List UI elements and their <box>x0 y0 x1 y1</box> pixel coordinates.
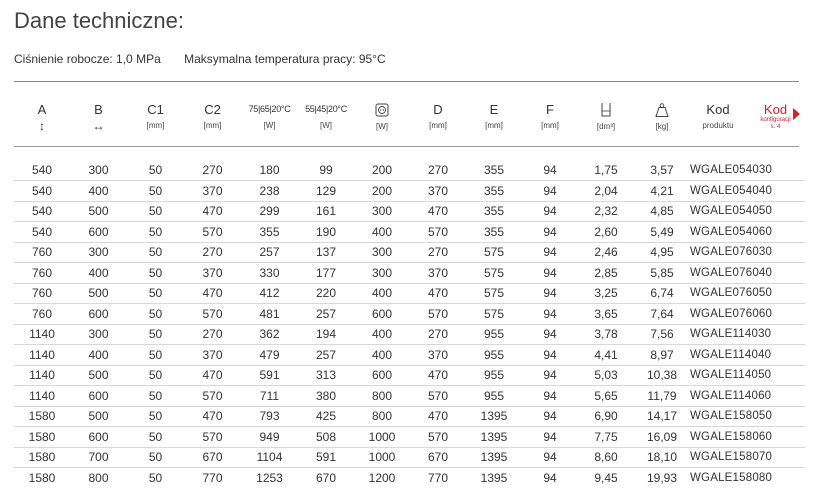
table-cell: 500 <box>70 283 127 304</box>
table-cell: 800 <box>88 471 109 485</box>
table-cell: WGALE076050 <box>690 283 746 304</box>
table-cell: 400 <box>354 345 410 366</box>
table-cell: 50 <box>127 345 184 366</box>
table-cell: 500 <box>70 365 127 386</box>
table-cell: 600 <box>354 304 410 325</box>
table-cell: 570 <box>410 304 466 325</box>
table-cell: 11,79 <box>634 386 690 407</box>
table-cell: 9,45 <box>594 471 618 485</box>
table-cell: 470 <box>410 406 466 427</box>
table-cell: 194 <box>298 324 354 345</box>
table-cell: 575 <box>466 242 522 263</box>
table-cell: 570 <box>410 386 466 407</box>
beaker-icon <box>598 102 614 118</box>
table-cell: 570 <box>184 427 241 448</box>
table-cell: 4,85 <box>634 201 690 222</box>
col-header-d: D [mm] <box>429 102 447 130</box>
max-temperature: Maksymalna temperatura pracy: 95°C <box>184 52 386 66</box>
table-cell: 670 <box>315 471 337 485</box>
table-cell: 470 <box>184 283 241 304</box>
table-cell: 50 <box>127 201 184 222</box>
table-cell: 355 <box>466 160 522 181</box>
table-cell: 760 <box>14 263 70 284</box>
table-cell: 300 <box>354 201 410 222</box>
vertical-arrow-icon: ↕ <box>39 119 45 133</box>
table-cell: 190 <box>298 222 354 243</box>
technical-data-table <box>14 96 805 488</box>
table-cell: 50 <box>127 324 184 345</box>
table-cell: 362 <box>241 324 298 345</box>
table-cell: 161 <box>298 201 354 222</box>
col-header-power-55: 55|45|20°C [W] <box>305 104 347 130</box>
table-cell: 238 <box>241 181 298 202</box>
table-cell: 1580 <box>28 471 56 485</box>
table-cell: 7,56 <box>634 324 690 345</box>
table-cell: WGALE158060 <box>690 427 746 448</box>
header-spacer <box>14 146 805 160</box>
table-cell: 793 <box>241 406 298 427</box>
table-cell: 670 <box>184 447 241 468</box>
table-row <box>14 406 805 427</box>
table-cell: 508 <box>298 427 354 448</box>
table-cell: 1140 <box>14 365 70 386</box>
table-cell: 481 <box>241 304 298 325</box>
table-cell: 94 <box>522 304 578 325</box>
table-cell: 2,46 <box>578 242 634 263</box>
table-cell: 1395 <box>466 447 522 468</box>
table-cell: 711 <box>241 386 298 407</box>
table-cell: 94 <box>522 283 578 304</box>
table-cell: 470 <box>410 365 466 386</box>
table-cell: 955 <box>466 365 522 386</box>
table-cell: 3,57 <box>634 160 690 181</box>
table-cell: 129 <box>298 181 354 202</box>
table-cell: 400 <box>70 263 127 284</box>
table-cell: 575 <box>466 283 522 304</box>
table-cell: 50 <box>127 406 184 427</box>
table-cell: 137 <box>298 242 354 263</box>
table-cell: 94 <box>522 345 578 366</box>
table-cell: 540 <box>14 201 70 222</box>
table-cell: 300 <box>354 263 410 284</box>
col-header-heater: [W] <box>354 96 410 146</box>
table-row <box>14 468 805 489</box>
table-cell: 299 <box>241 201 298 222</box>
table-cell: 800 <box>354 406 410 427</box>
table-cell: 300 <box>354 242 410 263</box>
table-row <box>14 201 805 222</box>
table-cell: 1395 <box>480 471 508 485</box>
table-row <box>14 160 805 181</box>
table-cell: 355 <box>466 181 522 202</box>
table-cell: 570 <box>184 304 241 325</box>
table-row <box>14 304 805 325</box>
table-cell: WGALE114050 <box>690 365 746 386</box>
table-cell: WGALE054030 <box>690 160 746 181</box>
table-cell: 5,49 <box>634 222 690 243</box>
table-cell: 18,10 <box>634 447 690 468</box>
col-header-c2: C2 [mm] <box>203 102 222 130</box>
table-cell: 50 <box>127 242 184 263</box>
table-cell: 94 <box>522 201 578 222</box>
table-cell: 1000 <box>354 427 410 448</box>
table-cell: 400 <box>354 222 410 243</box>
col-header-weight: [kg] <box>634 96 690 146</box>
weight-icon <box>654 102 670 118</box>
table-cell: 8,60 <box>578 447 634 468</box>
table-cell: 355 <box>241 222 298 243</box>
table-cell: 500 <box>70 406 127 427</box>
table-cell: 470 <box>410 283 466 304</box>
table-cell: 177 <box>298 263 354 284</box>
table-row <box>14 263 805 284</box>
table-cell: 470 <box>184 365 241 386</box>
table-cell: WGALE158080 <box>690 472 773 484</box>
table-cell: 412 <box>241 283 298 304</box>
col-header-c1: C1 [mm] <box>146 102 165 130</box>
table-cell: 1140 <box>14 324 70 345</box>
table-cell: 949 <box>241 427 298 448</box>
table-row <box>14 345 805 366</box>
table-cell: WGALE076060 <box>690 304 746 325</box>
table-cell: 575 <box>466 304 522 325</box>
table-cell: 270 <box>184 160 241 181</box>
table-cell: 400 <box>70 181 127 202</box>
table-cell: 1580 <box>14 447 70 468</box>
table-cell: WGALE158050 <box>690 406 746 427</box>
table-cell: 425 <box>298 406 354 427</box>
table-cell: 370 <box>184 263 241 284</box>
horizontal-arrow-icon: ↔ <box>92 119 105 133</box>
table-row <box>14 283 805 304</box>
table-cell: 270 <box>410 324 466 345</box>
table-row <box>14 222 805 243</box>
table-row <box>14 181 805 202</box>
table-cell: WGALE054050 <box>690 201 746 222</box>
table-cell: 370 <box>410 181 466 202</box>
table-cell: 1395 <box>466 427 522 448</box>
col-header-config-code: Kod konfiguracji s. 4 <box>760 102 791 130</box>
table-cell: 50 <box>127 181 184 202</box>
table-cell: 470 <box>184 201 241 222</box>
table-cell: 955 <box>466 324 522 345</box>
table-cell: 1395 <box>466 406 522 427</box>
table-cell: 370 <box>184 181 241 202</box>
table-cell: 257 <box>241 242 298 263</box>
table-cell: 700 <box>70 447 127 468</box>
table-cell: 600 <box>70 386 127 407</box>
table-row <box>14 427 805 448</box>
table-cell: 3,78 <box>578 324 634 345</box>
table-cell: 330 <box>241 263 298 284</box>
table-cell: 1580 <box>14 427 70 448</box>
table-cell: 670 <box>410 447 466 468</box>
table-cell: 94 <box>522 365 578 386</box>
table-cell: 94 <box>522 222 578 243</box>
table-row <box>14 324 805 345</box>
table-cell: 50 <box>127 386 184 407</box>
table-cell: 94 <box>522 242 578 263</box>
table-cell: 570 <box>184 222 241 243</box>
page-title: Dane techniczne: <box>14 8 184 33</box>
table-cell: 600 <box>70 222 127 243</box>
table-cell: 220 <box>298 283 354 304</box>
table-cell: 400 <box>354 324 410 345</box>
table-cell: 99 <box>298 160 354 181</box>
table-cell: 50 <box>127 222 184 243</box>
table-cell: 600 <box>70 427 127 448</box>
table-cell: 380 <box>298 386 354 407</box>
table-cell: 50 <box>127 160 184 181</box>
table-cell: 4,41 <box>578 345 634 366</box>
table-cell: 16,09 <box>634 427 690 448</box>
table-cell: 1140 <box>14 345 70 366</box>
table-cell: 770 <box>202 471 223 485</box>
table-cell: 5,03 <box>578 365 634 386</box>
table-cell: 591 <box>298 447 354 468</box>
table-cell: 6,90 <box>578 406 634 427</box>
table-cell: WGALE076040 <box>690 263 746 284</box>
table-cell: 570 <box>410 427 466 448</box>
table-cell: 270 <box>410 242 466 263</box>
table-cell: 760 <box>14 283 70 304</box>
table-cell: 5,65 <box>578 386 634 407</box>
table-cell: 3,65 <box>578 304 634 325</box>
table-cell: 270 <box>184 324 241 345</box>
table-cell: 7,75 <box>578 427 634 448</box>
table-cell: WGALE054060 <box>690 222 746 243</box>
col-header-product-code: Kod produktu <box>702 102 734 130</box>
col-header-b: B ↔ <box>70 96 127 146</box>
table-cell: 94 <box>522 447 578 468</box>
table-cell: 270 <box>410 160 466 181</box>
table-cell: WGALE054040 <box>690 181 746 202</box>
col-header-f: F [mm] <box>541 102 559 130</box>
table-cell: 300 <box>70 324 127 345</box>
table-cell: 94 <box>522 406 578 427</box>
table-cell: 600 <box>354 365 410 386</box>
table-cell: 760 <box>14 304 70 325</box>
table-cell: 50 <box>148 471 163 485</box>
table-cell: 94 <box>522 160 578 181</box>
table-cell: 1580 <box>14 406 70 427</box>
table-cell: 400 <box>354 283 410 304</box>
table-cell: 370 <box>410 263 466 284</box>
col-header-e: E [mm] <box>485 102 503 130</box>
table-cell: 575 <box>466 263 522 284</box>
table-cell: 8,97 <box>634 345 690 366</box>
col-header-volume: [dm³] <box>578 96 634 146</box>
table-cell: 94 <box>543 471 557 485</box>
table-cell: 1,75 <box>578 160 634 181</box>
table-cell: 200 <box>354 181 410 202</box>
table-cell: 400 <box>70 345 127 366</box>
table-cell: 94 <box>522 386 578 407</box>
table-cell: WGALE076030 <box>690 242 746 263</box>
spec-line <box>14 52 406 66</box>
table-cell: 5,85 <box>634 263 690 284</box>
table-cell: 257 <box>298 345 354 366</box>
table-cell: 570 <box>410 222 466 243</box>
table-cell: 50 <box>127 447 184 468</box>
table-cell: 300 <box>70 242 127 263</box>
table-cell: 955 <box>466 386 522 407</box>
table-cell: 591 <box>241 365 298 386</box>
table-cell: 180 <box>241 160 298 181</box>
table-cell: 50 <box>127 263 184 284</box>
table-cell: 10,38 <box>634 365 690 386</box>
table-cell: 50 <box>127 365 184 386</box>
table-cell: 94 <box>522 427 578 448</box>
table-cell: 1000 <box>354 447 410 468</box>
table-cell: 50 <box>127 427 184 448</box>
table-cell: 7,64 <box>634 304 690 325</box>
table-cell: 355 <box>466 201 522 222</box>
table-cell: 300 <box>70 160 127 181</box>
table-cell: 370 <box>410 345 466 366</box>
table-cell: 19,93 <box>646 471 678 485</box>
table-cell: 370 <box>184 345 241 366</box>
table-row <box>14 386 805 407</box>
table-cell: 470 <box>410 201 466 222</box>
table-cell: 1140 <box>14 386 70 407</box>
table-row <box>14 447 805 468</box>
header-top-rule <box>14 81 799 82</box>
table-cell: 313 <box>298 365 354 386</box>
table-cell: 570 <box>184 386 241 407</box>
table-cell: 2,32 <box>578 201 634 222</box>
table-cell: 257 <box>298 304 354 325</box>
table-cell: 770 <box>427 471 449 485</box>
table-cell: 760 <box>14 242 70 263</box>
table-cell: 50 <box>127 304 184 325</box>
table-cell: 500 <box>70 201 127 222</box>
table-cell: 540 <box>14 181 70 202</box>
table-cell: 1200 <box>368 471 396 485</box>
table-cell: 955 <box>466 345 522 366</box>
col-header-power-75: 75|65|20°C [W] <box>248 104 291 130</box>
table-cell: 355 <box>466 222 522 243</box>
power-socket-icon <box>374 102 390 118</box>
table-cell: 94 <box>522 263 578 284</box>
table-cell: 2,04 <box>578 181 634 202</box>
table-cell: 1104 <box>241 447 298 468</box>
table-cell: 2,85 <box>578 263 634 284</box>
table-cell: 470 <box>184 406 241 427</box>
table-header-row <box>14 96 805 146</box>
table-cell: 6,74 <box>634 283 690 304</box>
table-cell: WGALE114030 <box>690 324 746 345</box>
table-cell: 540 <box>14 160 70 181</box>
table-cell: 600 <box>70 304 127 325</box>
working-pressure: Ciśnienie robocze: 1,0 MPa <box>14 52 161 66</box>
table-cell: 2,60 <box>578 222 634 243</box>
table-cell: 94 <box>522 324 578 345</box>
col-header-a: A ↕ <box>14 96 70 146</box>
table-cell: 4,95 <box>634 242 690 263</box>
table-row <box>14 242 805 263</box>
table-cell: WGALE114060 <box>690 386 746 407</box>
table-cell: 94 <box>522 181 578 202</box>
table-cell: 50 <box>127 283 184 304</box>
table-cell: 1253 <box>256 471 283 485</box>
table-cell: 4,21 <box>634 181 690 202</box>
table-cell: 3,25 <box>578 283 634 304</box>
table-cell: 540 <box>14 222 70 243</box>
table-cell: 800 <box>354 386 410 407</box>
table-cell: 479 <box>241 345 298 366</box>
table-cell: WGALE114040 <box>690 345 746 366</box>
table-cell: 200 <box>354 160 410 181</box>
table-cell: WGALE158070 <box>690 447 746 468</box>
table-row <box>14 365 805 386</box>
table-cell: 270 <box>184 242 241 263</box>
table-cell: 14,17 <box>634 406 690 427</box>
